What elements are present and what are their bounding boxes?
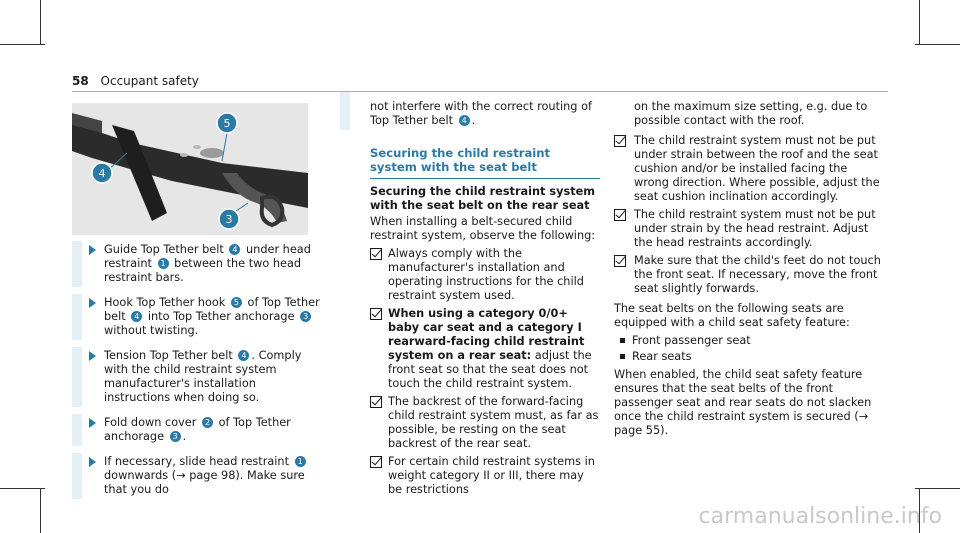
checkbox-icon: [370, 308, 382, 320]
closing-paragraph: When enabled, the child seat safety feature ensures that the seat belts of the front passenger seat and rear seats do not slacken once the child restraint system is secured (→ page 55).: [614, 368, 872, 437]
checkbox-icon: [614, 209, 626, 221]
crop-mark: [40, 488, 41, 533]
section-title: Occupant safety: [100, 74, 199, 88]
callout-badge: 1: [158, 258, 169, 269]
check-continuation: on the maximum size setting, e.g. due to possible contact with the roof.: [634, 100, 868, 127]
step-guide-belt: Guide Top Tether belt 4 under head restraint 1 between the two head restraint bars.: [72, 243, 322, 285]
check-item: Make sure that the child's feet do not touch the front seat. If necessary, move the front seat slightly forwards.: [614, 254, 884, 296]
svg-text:5: 5: [223, 117, 231, 130]
section-heading: Securing the child restraint system with the seat belt: [370, 146, 600, 179]
svg-text:3: 3: [225, 213, 233, 226]
step-arrow-icon: [89, 418, 96, 428]
checkbox-icon: [370, 396, 382, 408]
callout-5: [217, 113, 237, 133]
step-arrow-icon: [89, 351, 96, 361]
step-arrow-icon: [89, 457, 96, 467]
callout-4: [92, 163, 112, 183]
callout-badge: 1: [295, 456, 306, 467]
checkbox-icon: [614, 135, 626, 147]
crop-mark: [915, 44, 960, 45]
step-bar: [72, 347, 82, 407]
crop-mark: [40, 0, 41, 45]
step-hook: Hook Top Tether hook 5 of Top Tether belt 4 into Top Tether anchorage 3 without twisting.: [72, 296, 322, 338]
step-arrow-icon: [89, 298, 96, 308]
callout-badge: 2: [202, 417, 213, 428]
step-bar: [72, 414, 82, 446]
right-column: [614, 100, 884, 442]
step-tension: Tension Top Tether belt 4 . Comply with the child restraint system manufacturer's installation instructions when doing so.: [72, 349, 322, 405]
callout-badge: 4: [459, 115, 470, 126]
step-continuation: not interfere with the correct routing of Top Tether belt 4 .: [340, 100, 600, 128]
watermark: carmanualsonline.info: [698, 504, 942, 529]
check-item: For certain child restraint systems in weight category II or III, there may be restrictions: [340, 455, 600, 497]
step-bar: [340, 92, 350, 130]
crop-mark: [0, 488, 45, 489]
page-number: 58: [72, 74, 89, 88]
bullet-icon: [620, 354, 625, 359]
callout-badge: 4: [131, 311, 142, 322]
step-arrow-icon: [89, 245, 96, 255]
steps-column: [72, 243, 322, 508]
seat-illustration: [72, 103, 308, 235]
check-item: The backrest of the forward-facing child restraint system must, as far as possible, be resting on the seat backrest of the rear seat.: [340, 395, 600, 451]
crop-mark: [915, 488, 960, 489]
callout-badge: 5: [231, 297, 242, 308]
callout-badge: 4: [229, 244, 240, 255]
bullet-icon: [620, 338, 625, 343]
check-item: When using a category 0/0+ baby car seat and a category I rearward-facing child restraint system on a rear seat: adjust the front seat so that the seat does not touch the child restraint system.: [340, 307, 600, 391]
checkbox-icon: [614, 255, 626, 267]
step-slide-head-restraint: If necessary, slide head restraint 1 downwards (→ page 98). Make sure that you do: [72, 455, 322, 497]
svg-text:4: 4: [98, 167, 106, 180]
crop-mark: [919, 0, 920, 45]
check-item: The child restraint system must not be put under strain by the head restraint. Adjust the head restraints accordingly.: [614, 208, 884, 250]
top-tether-illustration: [72, 103, 308, 235]
step-fold-cover: Fold down cover 2 of Top Tether anchorage 3 .: [72, 416, 322, 444]
callout-badge: 3: [170, 431, 181, 442]
step-bar: [72, 294, 82, 340]
crop-mark: [0, 44, 45, 45]
intro-paragraph: When installing a belt-secured child restraint system, observe the following:: [370, 215, 596, 242]
callout-badge: 4: [238, 350, 249, 361]
callout-3: [219, 209, 239, 229]
subheading: Securing the child restraint system with the seat belt on the rear seat: [370, 185, 596, 212]
checkbox-icon: [370, 456, 382, 468]
check-item: The child restraint system must not be put under strain between the roof and the seat cushion and/or be installed facing the wrong direction. Where possible, adjust the seat cushion inclination accordingly.: [614, 134, 884, 204]
header-divider: [72, 91, 888, 92]
list-item: Rear seats: [614, 350, 884, 364]
step-bar: [72, 453, 82, 499]
check-item: Always comply with the manufacturer's installation and operating instructions for the child restraint system used.: [340, 247, 600, 303]
step-bar: [72, 241, 82, 287]
checkbox-icon: [370, 248, 382, 260]
seat-belts-paragraph: The seat belts on the following seats are equipped with a child seat safety feature:: [614, 302, 850, 329]
middle-column: [340, 100, 600, 501]
list-item: Front passenger seat: [614, 334, 884, 348]
callout-badge: 3: [300, 311, 311, 322]
page-header: [72, 74, 199, 88]
